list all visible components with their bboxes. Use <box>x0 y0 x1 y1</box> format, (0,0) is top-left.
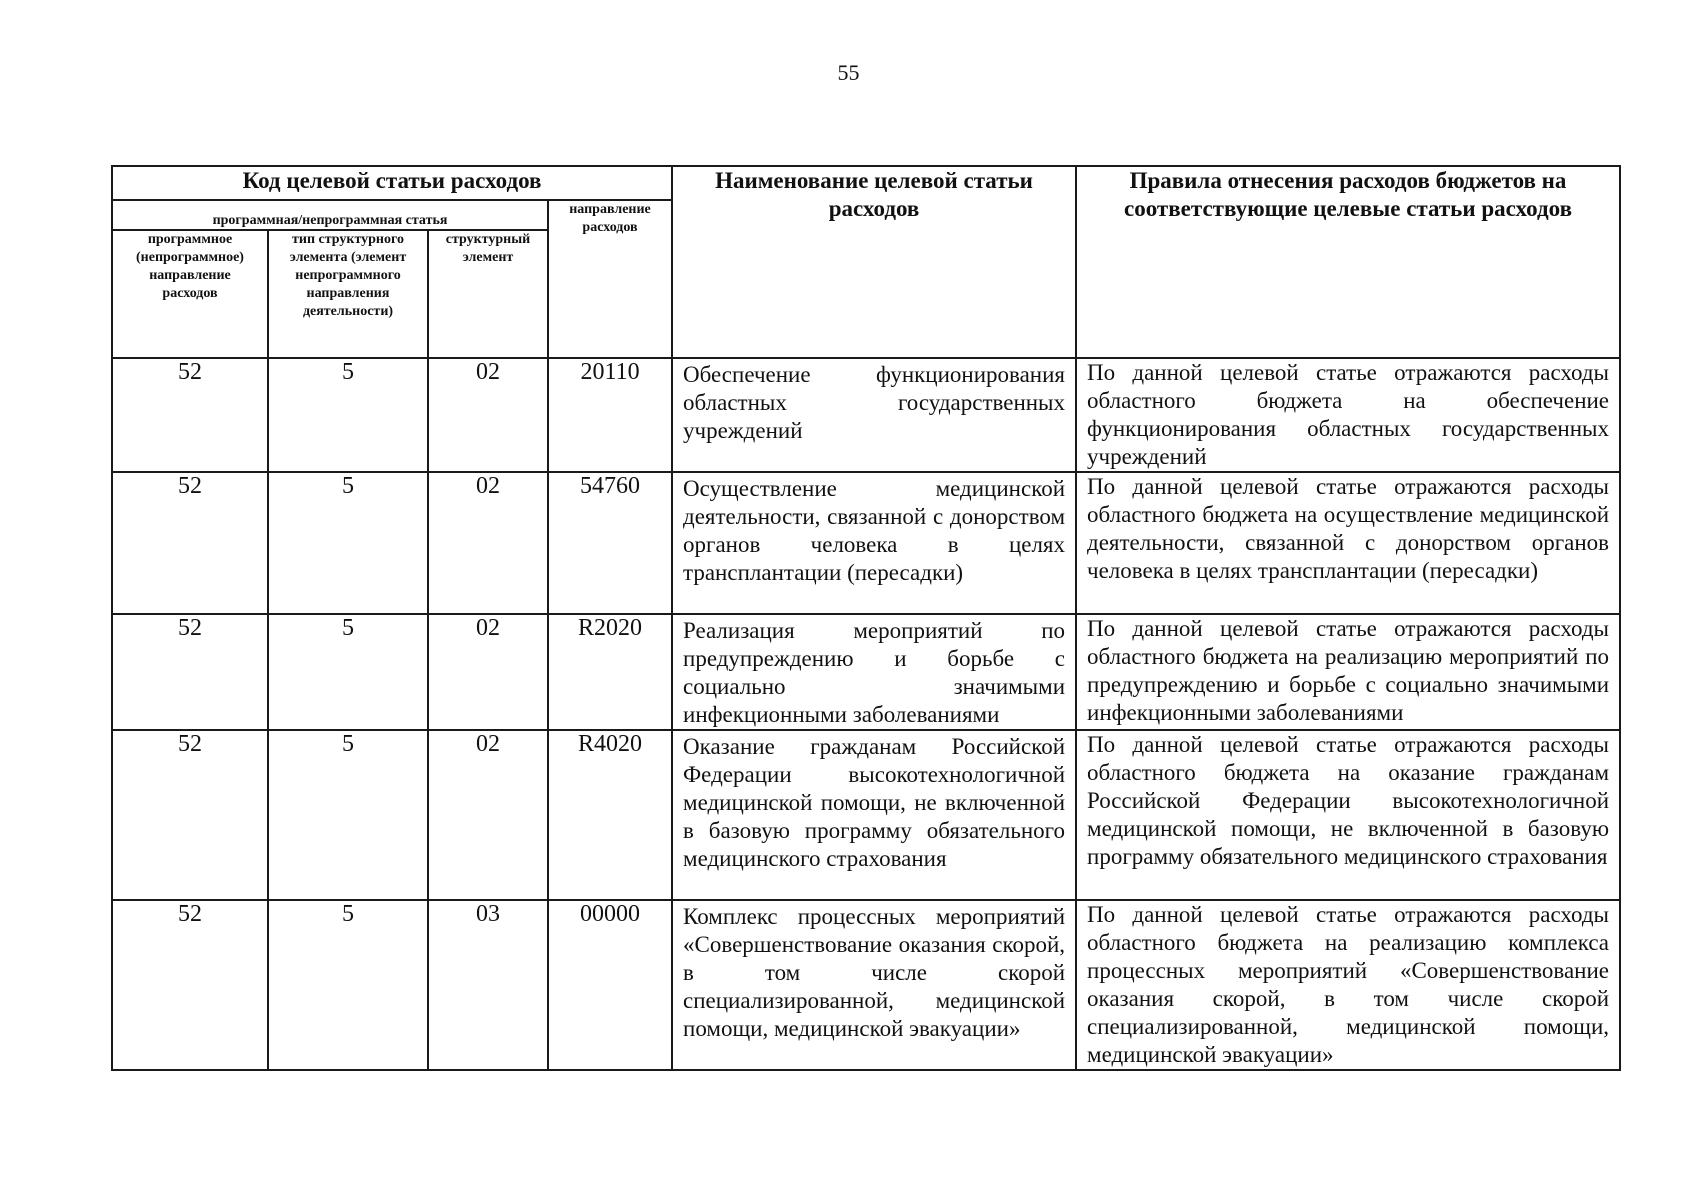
header-direction <box>548 200 672 358</box>
cell-direction: R4020 <box>548 730 672 900</box>
header-program-direction <box>112 230 268 358</box>
cell-name <box>672 614 1076 730</box>
table-row <box>112 358 1620 472</box>
header-name-text: Наименование целевой статьи расходов <box>715 168 1033 221</box>
cell-name-text: Реализация мероприятий по предупреждению и борьбе с социально значимыми инфекционными заболеваниями <box>683 618 1066 727</box>
cell-type: 5 <box>268 358 428 472</box>
budget-classification-table <box>111 165 1621 1071</box>
cell-name <box>672 358 1076 472</box>
header-code-title: Код целевой статьи расходов <box>112 166 672 200</box>
cell-name-text: Комплекс процессных мероприятий «Совершенствование оказания скорой, в том числе скорой специализированной, медицинской помощи, медицинской эвакуации» <box>683 904 1066 1041</box>
cell-type: 5 <box>268 614 428 730</box>
cell-rule <box>1076 614 1620 730</box>
cell-type: 5 <box>268 730 428 900</box>
table-row <box>112 472 1620 614</box>
header-structural-element-text: структурный элемент <box>445 232 531 265</box>
cell-program: 52 <box>112 472 268 614</box>
header-rules-text: Правила отнесения расходов бюджетов на соответствующие целевые статьи расходов <box>1124 168 1572 221</box>
cell-name-text: Осуществление медицинской деятельности, связанной с донорством органов человека в целях трансплантации (пересадки) <box>683 476 1066 585</box>
page-number: 55 <box>837 60 860 85</box>
header-structural-type <box>268 230 428 358</box>
header-program-article: программная/непрограммная статья <box>112 200 548 230</box>
cell-rule <box>1076 472 1620 614</box>
cell-program: 52 <box>112 614 268 730</box>
header-rules <box>1076 166 1620 358</box>
cell-name-text: Оказание гражданам Российской Федерации высокотехнологичной медицинской помощи, не включенной в базовую программу обязательного медицинского страхования <box>683 734 1066 871</box>
cell-program: 52 <box>112 900 268 1070</box>
table-row <box>112 730 1620 900</box>
cell-element: 02 <box>428 730 548 900</box>
cell-element: 03 <box>428 900 548 1070</box>
header-name <box>672 166 1076 358</box>
cell-direction: R2020 <box>548 614 672 730</box>
cell-element: 02 <box>428 472 548 614</box>
cell-program: 52 <box>112 358 268 472</box>
header-program-direction-text: программное (непрограммное) направление расходов <box>136 232 244 301</box>
cell-direction: 00000 <box>548 900 672 1070</box>
cell-type: 5 <box>268 900 428 1070</box>
cell-rule <box>1076 900 1620 1070</box>
cell-rule-text: По данной целевой статье отражаются расходы областного бюджета на обеспечение функционирования областных государственных учреждений <box>1087 360 1610 469</box>
cell-name <box>672 900 1076 1070</box>
cell-rule-text: По данной целевой статье отражаются расходы областного бюджета на оказание гражданам Российской Федерации высокотехнологичной медицинской помощи, не включенной в базовую программу обязательного медицинского страхования <box>1087 732 1610 869</box>
cell-name <box>672 472 1076 614</box>
cell-direction: 20110 <box>548 358 672 472</box>
header-direction-text: направление расходов <box>569 202 651 235</box>
cell-element: 02 <box>428 614 548 730</box>
table-row <box>112 614 1620 730</box>
header-structural-element <box>428 230 548 358</box>
cell-type: 5 <box>268 472 428 614</box>
cell-rule <box>1076 730 1620 900</box>
cell-element: 02 <box>428 358 548 472</box>
cell-name-text: Обеспечение функционирования областных государственных учреждений <box>683 362 1066 443</box>
cell-rule-text: По данной целевой статье отражаются расходы областного бюджета на реализацию комплекса процессных мероприятий «Совершенствование оказания скорой, в том числе скорой специализированной, медицинской помощи, медицинской эвакуации» <box>1087 902 1610 1067</box>
cell-rule-text: По данной целевой статье отражаются расходы областного бюджета на реализацию мероприятий по предупреждению и борьбе с социально значимыми инфекционными заболеваниями <box>1087 616 1610 725</box>
cell-direction: 54760 <box>548 472 672 614</box>
cell-program: 52 <box>112 730 268 900</box>
cell-rule <box>1076 358 1620 472</box>
cell-name <box>672 730 1076 900</box>
table-row <box>112 900 1620 1070</box>
cell-rule-text: По данной целевой статье отражаются расходы областного бюджета на осуществление медицинской деятельности, связанной с донорством органов человека в целях трансплантации (пересадки) <box>1087 474 1610 583</box>
header-structural-type-text: тип структурного элемента (элемент непрограммного направления деятельности) <box>289 232 407 319</box>
